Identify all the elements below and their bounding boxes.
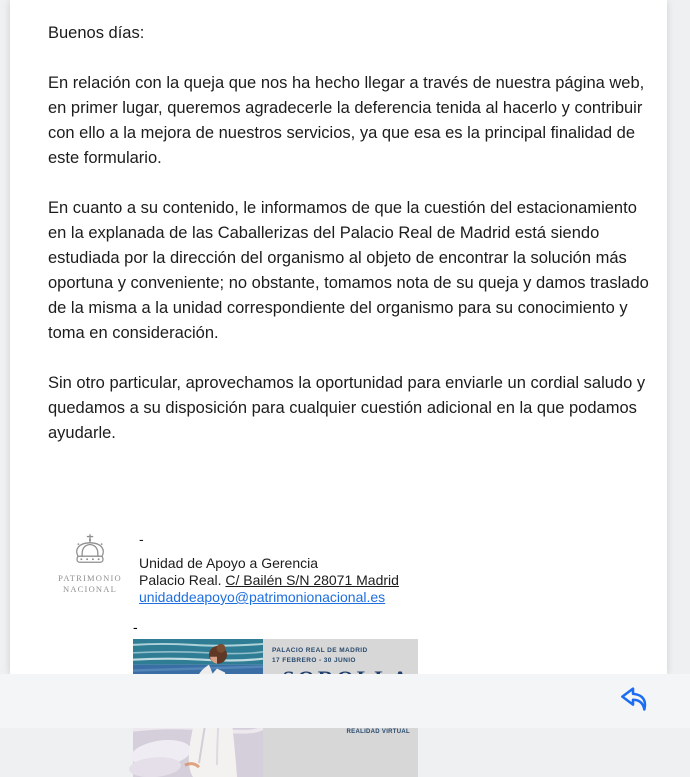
org-name-line1: PATRIMONIO	[58, 573, 122, 583]
reply-arrow-icon	[619, 686, 651, 714]
patrimonio-nacional-crown-icon	[64, 532, 116, 570]
address-prefix: Palacio Real.	[139, 572, 226, 588]
signature-address-line	[139, 572, 399, 589]
paragraph-3: Sin otro particular, aprovechamos la oportunidad para enviarle un cordial saludo y quedamos a su disposición para cualquier cuestión adicional en la que podamos ayudarle.	[48, 374, 646, 442]
org-name	[54, 573, 126, 595]
address-link[interactable]: C/ Bailén S/N 28071 Madrid	[225, 572, 399, 588]
email-body-card	[10, 0, 667, 736]
signature-unit-line: Unidad de Apoyo a Gerencia	[139, 555, 319, 571]
signature-email-line	[139, 589, 399, 606]
signature-details	[139, 532, 399, 606]
message-action-bar	[0, 674, 690, 728]
reply-button[interactable]	[618, 686, 652, 716]
email-address-link[interactable]: unidaddeapoyo@patrimonionacional.es	[139, 589, 386, 605]
email-message-text	[48, 21, 657, 446]
banner-venue: PALACIO REAL DE MADRID	[272, 647, 368, 654]
banner-dates: 17 FEBRERO - 30 JUNIO	[272, 656, 356, 664]
patrimonio-nacional-logo	[54, 532, 126, 606]
banner-separator-dash: -	[133, 619, 138, 635]
email-signature	[48, 532, 657, 606]
signature-separator-dash: -	[139, 531, 144, 547]
paragraph-1: En relación con la queja que nos ha hecho llegar a través de nuestra página web, en primer lugar, queremos agradecerle la deferencia tenida al hacerlo y contribuir con ello a la mejora de nuestros servicios, ya que esa es la principal finalidad de este formulario.	[48, 74, 645, 167]
greeting-line: Buenos días:	[48, 24, 145, 42]
org-name-line2: NACIONAL	[63, 584, 117, 594]
paragraph-2: En cuanto a su contenido, le informamos de que la cuestión del estacionamiento en la explanada de las Caballerizas del Palacio Real de Madrid está siendo estudiada por la dirección del organismo al objeto de encontrar la solución más oportuna y conveniente; no obstante, tomamos nota de su queja y damos traslado de la misma a la unidad correspondiente del organismo para su conocimiento y toma en consideración.	[48, 199, 649, 342]
banner-feature-3: REALIDAD VIRTUAL	[346, 729, 410, 736]
